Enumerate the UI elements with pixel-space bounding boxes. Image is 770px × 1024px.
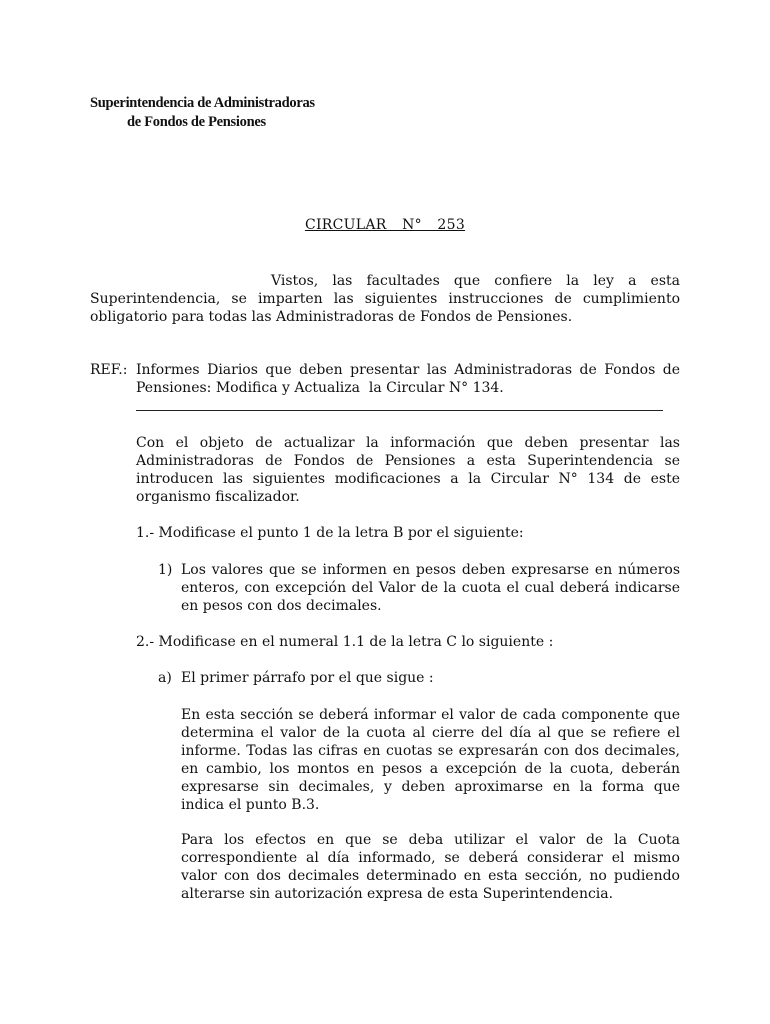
- item-2-sub-letter: a): [158, 670, 172, 686]
- item-2-sub-text: El primer párrafo por el que sigue :: [181, 670, 434, 686]
- item-1-sub-text: Los valores que se informen en pesos deben expresarse en números enteros, con excepción del Valor de la cuota el cual deberá indicarse en pesos con dos decimales.: [181, 562, 680, 614]
- letterhead-line-2: de Fondos de Pensiones: [127, 114, 266, 130]
- efectos-paragraph: Para los efectos en que se deba utilizar el valor de la Cuota correspondiente al día informado, se deberá considerar el mismo valor con dos decimales determinado en esta sección, no pudiendo alterarse sin autorización expresa de esta Superintendencia.: [181, 832, 680, 902]
- seccion-paragraph: En esta sección se deberá informar el valor de cada componente que determina el valor de la cuota al cierre del día al que se refiere el informe. Todas las cifras en cuotas se expresarán con dos decimales, en cambio, los montos en pesos a excepción de la cuota, deberán expresarse sin decimales, y deben aproximarse en la forma que indica el punto B.3.: [181, 707, 680, 813]
- intro-paragraph: [90, 272, 680, 326]
- ref-text: Informes Diarios que deben presentar las Administradoras de Fondos de Pensiones: Modifica y Actualiza la Circular N° 134.: [136, 362, 685, 396]
- circular-title: CIRCULAR N° 253: [304, 217, 466, 233]
- intro-rest: Superintendencia, se imparten las siguientes instrucciones de cumplimiento obligatorio para todas las Administradoras de Fondos de Pensiones.: [90, 291, 680, 325]
- ref-divider: [136, 410, 663, 411]
- item-1-sub-number: 1): [158, 562, 173, 578]
- letterhead: [90, 94, 315, 132]
- ref-label: REF.:: [90, 362, 128, 378]
- item-1-heading: 1.- Modificase el punto 1 de la letra B por el siguiente:: [136, 525, 524, 541]
- intro-first-line: Vistos, las facultades que confiere la ley a esta: [271, 273, 680, 289]
- objeto-paragraph: Con el objeto de actualizar la información que deben presentar las Administradoras de Fondos de Pensiones a esta Superintendencia se introducen las siguientes modificaciones a la Circular N° 134 de este organismo fiscalizador.: [136, 435, 680, 505]
- item-2-heading: 2.- Modificase en el numeral 1.1 de la letra C lo siguiente :: [136, 634, 554, 650]
- letterhead-line-1: Superintendencia de Administradoras: [90, 95, 315, 111]
